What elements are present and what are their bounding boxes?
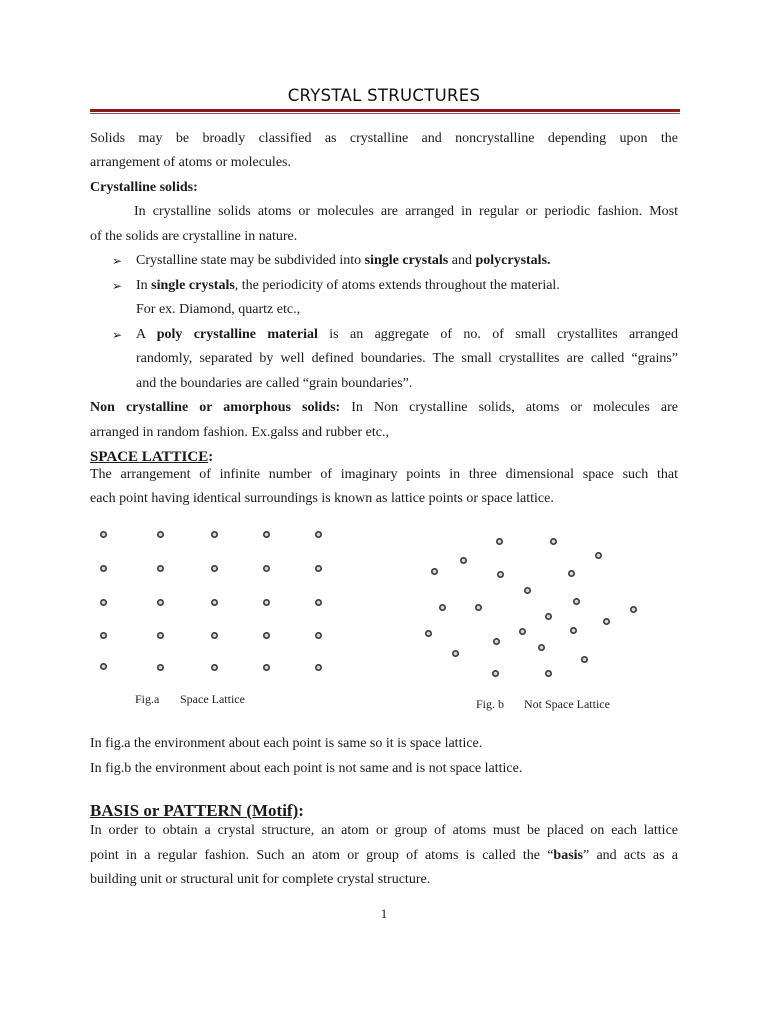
random-point xyxy=(581,656,588,663)
lattice-point xyxy=(157,565,164,572)
basis-line-2: point in a regular fashion. Such an atom or group of atoms is called the “basis” and acts as a xyxy=(90,848,678,863)
bullet-3-line-2: randomly, separated by well defined boundaries. The small crystallites are called “grains” xyxy=(136,351,678,366)
basis-line-1: In order to obtain a crystal structure, an atom or group of atoms must be placed on each lattice xyxy=(90,823,678,838)
random-point xyxy=(524,587,531,594)
bullet-1: Crystalline state may be subdivided into single crystals and polycrystals. xyxy=(136,253,551,268)
lattice-point xyxy=(211,632,218,639)
lattice-point xyxy=(100,565,107,572)
bullet-3: A poly crystalline material is an aggregate of no. of small crystallites arranged xyxy=(136,327,678,342)
random-point xyxy=(439,604,446,611)
random-point xyxy=(497,571,504,578)
lattice-point xyxy=(315,599,322,606)
page-number: 1 xyxy=(380,906,388,921)
bullet-arrow-icon: ➢ xyxy=(112,279,123,293)
bullet-2: In single crystals, the periodicity of atoms extends throughout the material. xyxy=(136,278,560,293)
bullet-2-line-2: For ex. Diamond, quartz etc., xyxy=(136,302,301,317)
random-point xyxy=(452,650,459,657)
figure-a-space-lattice xyxy=(90,520,340,720)
random-point xyxy=(493,638,500,645)
fig-note-line-1: In fig.a the environment about each point is same so it is space lattice. xyxy=(90,736,483,751)
lattice-point xyxy=(100,599,107,606)
lattice-point xyxy=(157,632,164,639)
random-point xyxy=(545,670,552,677)
random-point xyxy=(545,613,552,620)
lattice-point xyxy=(263,632,270,639)
intro-line-2: arrangement of atoms or molecules. xyxy=(90,155,291,170)
crystalline-para-line-2: of the solids are crystalline in nature. xyxy=(90,229,298,244)
lattice-point xyxy=(211,565,218,572)
noncrystalline-line-1: Non crystalline or amorphous solids: In Non crystalline solids, atoms or molecules are xyxy=(90,400,679,415)
fig-a-caption: Space Lattice xyxy=(180,692,245,706)
random-point xyxy=(568,570,575,577)
lattice-point xyxy=(211,599,218,606)
random-point xyxy=(492,670,499,677)
intro-line-1: Solids may be broadly classified as crystalline and noncrystalline depending upon the xyxy=(90,131,678,146)
page-title: CRYSTAL STRUCTURES xyxy=(287,86,481,105)
lattice-point xyxy=(263,565,270,572)
random-point xyxy=(538,644,545,651)
random-point xyxy=(519,628,526,635)
lattice-point xyxy=(211,531,218,538)
fig-note-line-2: In fig.b the environment about each point is not same and is not space lattice. xyxy=(90,761,523,776)
random-point xyxy=(460,557,467,564)
space-lattice-heading: SPACE LATTICE: xyxy=(90,449,214,465)
lattice-point xyxy=(100,531,107,538)
bullet-arrow-icon: ➢ xyxy=(112,328,123,342)
bullet-arrow-icon: ➢ xyxy=(112,254,123,268)
fig-b-caption: Not Space Lattice xyxy=(524,697,610,711)
random-point xyxy=(475,604,482,611)
basis-line-3: building unit or structural unit for complete crystal structure. xyxy=(90,872,431,887)
random-point xyxy=(573,598,580,605)
random-point xyxy=(431,568,438,575)
lattice-point xyxy=(157,531,164,538)
lattice-point xyxy=(315,632,322,639)
random-point xyxy=(603,618,610,625)
lattice-point xyxy=(100,632,107,639)
crystalline-heading: Crystalline solids: xyxy=(90,180,198,195)
random-point xyxy=(595,552,602,559)
noncrystalline-line-2: arranged in random fashion. Ex.galss and rubber etc., xyxy=(90,425,389,440)
fig-a-label: Fig.a xyxy=(135,692,160,706)
title-rule-thin xyxy=(90,113,680,114)
random-point xyxy=(496,538,503,545)
space-lattice-line-2: each point having identical surroundings is known as lattice points or space lattice. xyxy=(90,491,554,506)
lattice-point xyxy=(315,531,322,538)
crystalline-para-line-1: In crystalline solids atoms or molecules are arranged in regular or periodic fashion. Most xyxy=(134,204,678,219)
lattice-point xyxy=(315,565,322,572)
title-rule-thick xyxy=(90,109,680,112)
lattice-point xyxy=(263,664,270,671)
lattice-point xyxy=(315,664,322,671)
random-point xyxy=(425,630,432,637)
lattice-point xyxy=(100,663,107,670)
basis-heading: BASIS or PATTERN (Motif): xyxy=(90,801,304,820)
random-point xyxy=(570,627,577,634)
lattice-point xyxy=(263,531,270,538)
space-lattice-line-1: The arrangement of infinite number of imaginary points in three dimensional space such that xyxy=(90,467,678,482)
lattice-point xyxy=(211,664,218,671)
lattice-point xyxy=(263,599,270,606)
lattice-point xyxy=(157,664,164,671)
figure-b-not-space-lattice xyxy=(420,520,650,720)
fig-b-label: Fig. b xyxy=(476,697,505,711)
lattice-point xyxy=(157,599,164,606)
random-point xyxy=(550,538,557,545)
bullet-3-line-3: and the boundaries are called “grain boundaries”. xyxy=(136,376,413,391)
random-point xyxy=(630,606,637,613)
